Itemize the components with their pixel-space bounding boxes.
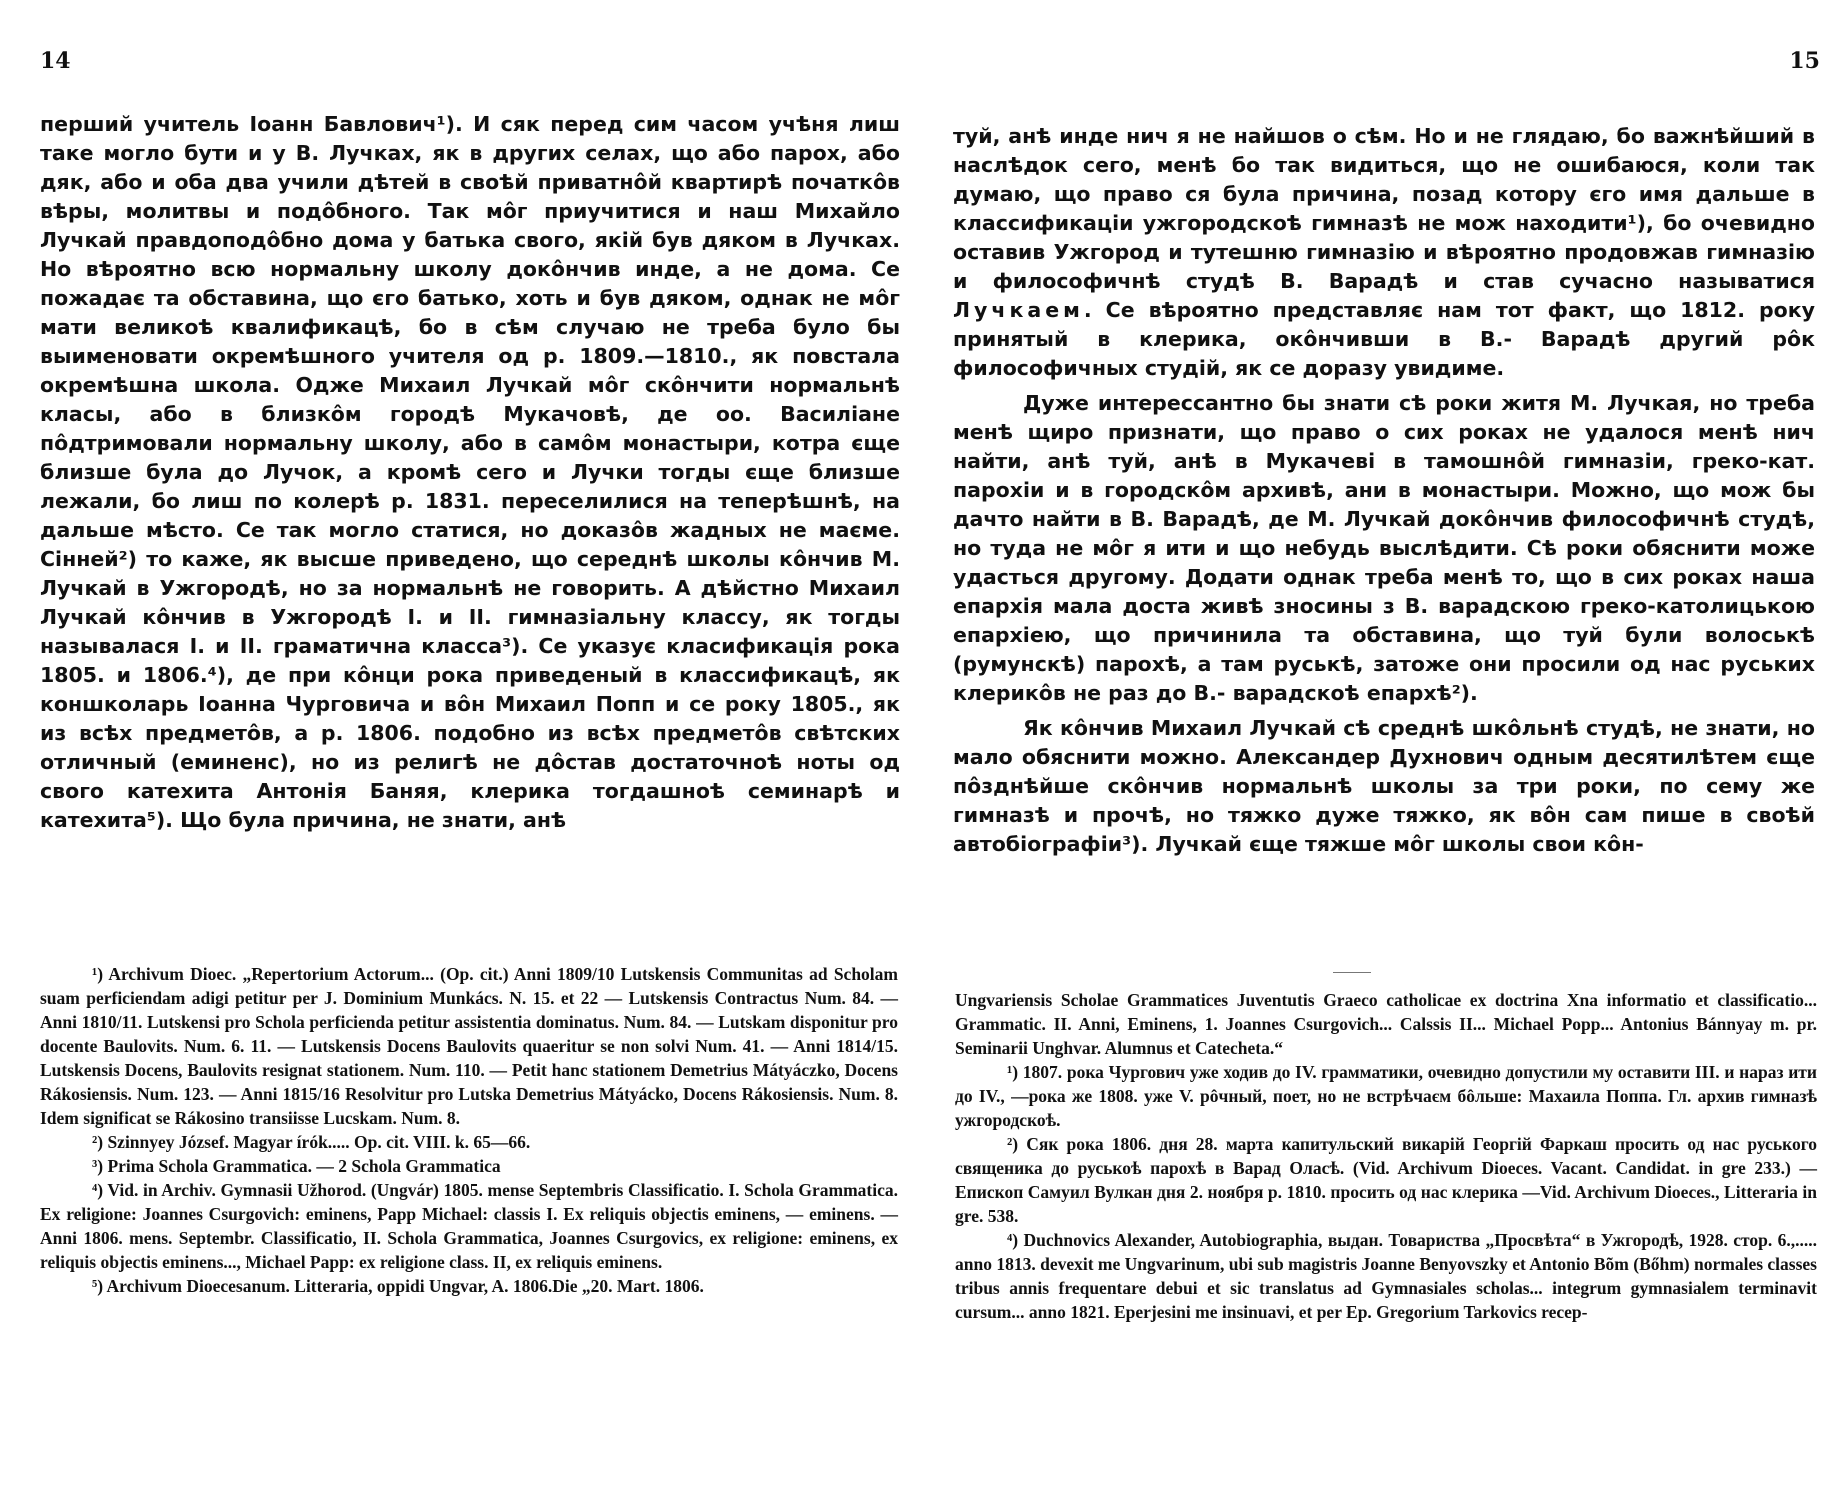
right-footnote-3: ⁴) Duchnovics Alexander, Autobiographia, выдан. Товариства „Просвѣта“ в Ужгородѣ, 1928. стор. 6.,..... anno 1813. devexit me Ungvarinum, ubi sub magistris Joanne Benyovszky et Antonio Bõm (Bőhm) normales classes tribus annis frequentare debui et sic translatus ad Gymnasiales scholas... integrum gymnasialem terminavit cursum... anno 1821. Eperjesini me insinuavi, et per Ep. Gregorium Tarkovics recep- <box>955 1230 1817 1322</box>
right-footnotes <box>955 988 1817 1324</box>
footnote-separator <box>1333 972 1371 973</box>
right-footnote-2: ²) Сяк рока 1806. дня 28. марта капитульский викарій Георгій Фаркаш просить од нас руського священика до руськоѣ парохѣ в Варад Оласѣ. (Vid. Archivum Dioeces. Vacant. Candidat. in gre 233.) —Епископ Самуил Вулкан дня 2. ноября р. 1810. просить од нас клерика —Vid. Archivum Dioeces., Litteraria in gre. 538. <box>955 1134 1817 1226</box>
left-footnote-4: ⁴) Vid. in Archiv. Gymnasii Užhorod. (Ungvár) 1805. mense Septembris Classificatio. I. Schola Grammatica. Ex religione: Joannes Csurgovich: eminens, Papp Michael: classis I. Ex reliquis objectis eminens, — eminens. — Anni 1806. mens. Septembr. Classificatio, II. Schola Grammatica, Joannes Csurgovics, ex religione: eminens, ex reliquis objectis eminens..., Michael Papp: ex religione class. II, ex reliquis eminens. <box>40 1180 898 1272</box>
right-paragraph-1-part-a: туй, анѣ инде нич я не найшов о сѣм. Но и не глядаю, бо важнѣйший в наслѣдок сего, менѣ бо так видиться, що не ошибаюся, коли так думаю, що право ся була причина, позад котору єго имя дальше в классификаціи ужгородскоѣ гимназѣ не мож находити¹), бо очевидно оставив Ужгород и тутешню гимназію и вѣроятно продовжав гимназію и философичнѣ студѣ В. Варадѣ и став сучасно называтися <box>953 124 1815 293</box>
right-page-number: 15 <box>1789 48 1820 74</box>
right-main-text <box>953 122 1815 859</box>
left-footnote-2: ²) Szinnyey József. Magyar írók..... Op. cit. VIII. k. 65—66. <box>92 1132 531 1152</box>
left-main-text <box>40 110 900 835</box>
right-paragraph-1-part-b: . Се вѣроятно представляє нам тот факт, що 1812. року принятый в клерика, окôнчивши в В.- Варадѣ другий рôк философичных студій, як се доразу увидиме. <box>953 298 1815 380</box>
left-footnotes <box>40 962 898 1298</box>
left-footnote-5: ⁵) Archivum Dioecesanum. Litteraria, oppidi Ungvar, A. 1806.Die „20. Mart. 1806. <box>92 1276 704 1296</box>
left-footnote-3: ³) Prima Schola Grammatica. — 2 Schola Grammatica <box>92 1156 501 1176</box>
right-paragraph-1 <box>953 122 1815 383</box>
right-paragraph-3: Як кôнчив Михаил Лучкай сѣ среднѣ шкôльнѣ студѣ, не знати, но мало обяснити можно. Александер Духнович одным десятилѣтем єще пôзднѣйше скôнчив нормальнѣ школы за три роки, по сему же гимназѣ и прочѣ, но тяжко дуже тяжко, як вôн сам пише в своѣй автобіографіи³). Лучкай єще тяжше мôг школы свои кôн- <box>953 716 1815 856</box>
spaced-name-luchkaem: Лучкаем <box>953 298 1084 322</box>
right-footnote-continuation: Ungvariensis Scholae Grammatices Juventutis Graeco catholicae ex doctrina Xna informatio et classificatio... Grammatic. II. Anni, Eminens, 1. Joannes Csurgovich... Calssis II... Michael Popp... Antonius Bánnyay m. pr. Seminarii Unghvar. Alumnus et Catecheta.“ <box>955 990 1817 1058</box>
right-paragraph-2: Дуже интерессантно бы знати сѣ роки житя М. Лучкая, но треба менѣ щиро признати, що право о сих роках не удалося менѣ нич найти, анѣ туй, анѣ в Мукачеві в тамошнôй гимназіи, греко-кат. парохіи и в городскôм архивѣ, ани в монастыри. Можно, що мож бы дачто найти в В. Варадѣ, де М. Лучкай докôнчив философичнѣ студѣ, но туда не мôг я ити и що небудь выслѣдити. Сѣ роки обяснити може удасться другому. Додати однак треба менѣ то, що в сих роках наша епархія мала доста живѣ зносины з В. варадскою греко-католицькою епархіею, що причинила та обставина, що туй були волоськѣ (румунскѣ) парохѣ, а там руськѣ, затоже они просили од нас руських клерикôв не раз до В.- варадскоѣ епархѣ²). <box>953 391 1815 705</box>
left-page-number: 14 <box>40 48 71 74</box>
right-page <box>923 0 1846 1500</box>
right-footnote-1: ¹) 1807. рока Чургович уже ходив до IV. грамматики, очевидно допустили му оставити III. и нараз ити до IV., —рока же 1808. уже V. рôчный, поет, но не встрѣчаєм бôльше: Махаила Поппа. Гл. архив гимназѣ ужгородскоѣ. <box>955 1062 1817 1130</box>
left-footnote-1: ¹) Archivum Dioec. „Repertorium Actorum... (Op. cit.) Anni 1809/10 Lutskensis Communitas ad Scholam suam perficiendam adigi petitur per J. Dominium Munkács. N. 15. et 22 — Lutskensis Contractus Num. 84. — Anni 1810/11. Lutskensi pro Schola perficienda petitur assistentia dominatus. Num. 84. — Lutskam disponitur pro docente Baulovits. Num. 6. 11. — Lutskensis Docens Baulovits quaeritur se non solvi Num. 41. — Anni 1814/15. Lutskensis Docens, Baulovits resignat stationem. Num. 110. — Petit hanc stationem Demetrius Mátyáczko, Docens Rákosiensis. Num. 123. — Anni 1815/16 Resolvitur pro Lutska Demetrius Mátyácko, Docens Rákosiensis. Num. 8. Idem significat se Rákosino transiisse Lucskam. Num. 8. <box>40 964 898 1128</box>
left-paragraph-1: перший учитель Іоанн Бавлович¹). И сяк перед сим часом учѣня лиш таке могло бути и у В. Лучках, як в других селах, що або парох, або дяк, або и оба два учили дѣтей в своѣй приватнôй квартирѣ початкôв вѣры, молитвы и подôбного. Так мôг приучитися и наш Михайло Лучкай правдоподôбно дома у батька свого, якій був дяком в Лучках. Но вѣроятно всю нормальну школу докôнчив инде, а не дома. Се пожадає та обставина, що єго батько, хоть и був дяком, однак не мôг мати великоѣ квалификацѣ, бо в сѣм случаю не треба було бы выименовати окремѣшного учителя од р. 1809.—1810., як повстала окремѣшна школа. Одже Михаил Лучкай мôг скôнчити нормальнѣ класы, або в близкôм городѣ Мукачовѣ, де оо. Василіане пôдтримовали нормальну школу, або в самôм монастыри, котра єще близше була до Лучок, а кромѣ сего и Лучки тогды єще близше лежали, бо лиш по колерѣ р. 1831. переселилися на теперѣшнѣ, на дальше мѣсто. Се так могло статися, но доказôв жадных не маєме. Сінней²) то каже, як высше приведено, що середнѣ школы кôнчив М. Лучкай в Ужгородѣ, но за нормальнѣ не говорить. А дѣйстно Михаил Лучкай кôнчив в Ужгородѣ I. и II. гимназіальну классу, як тогды называлася I. и II. граматична класса³). Се указує класификація рока 1805. и 1806.⁴), де при кôнци рока приведеный в классификацѣ, як коншколарь Іоанна Чурговича и вôн Михаил Попп и се року 1805., як из всѣх предметôв, а р. 1806. подобно из всѣх предметôв свѣтских отличный (еминенс), но из религѣ не дôстав достаточноѣ ноты од свого катехита Антонія Баняя, клерика тогдашноѣ семинарѣ и катехита⁵). Що була причина, не знати, анѣ <box>40 112 900 832</box>
